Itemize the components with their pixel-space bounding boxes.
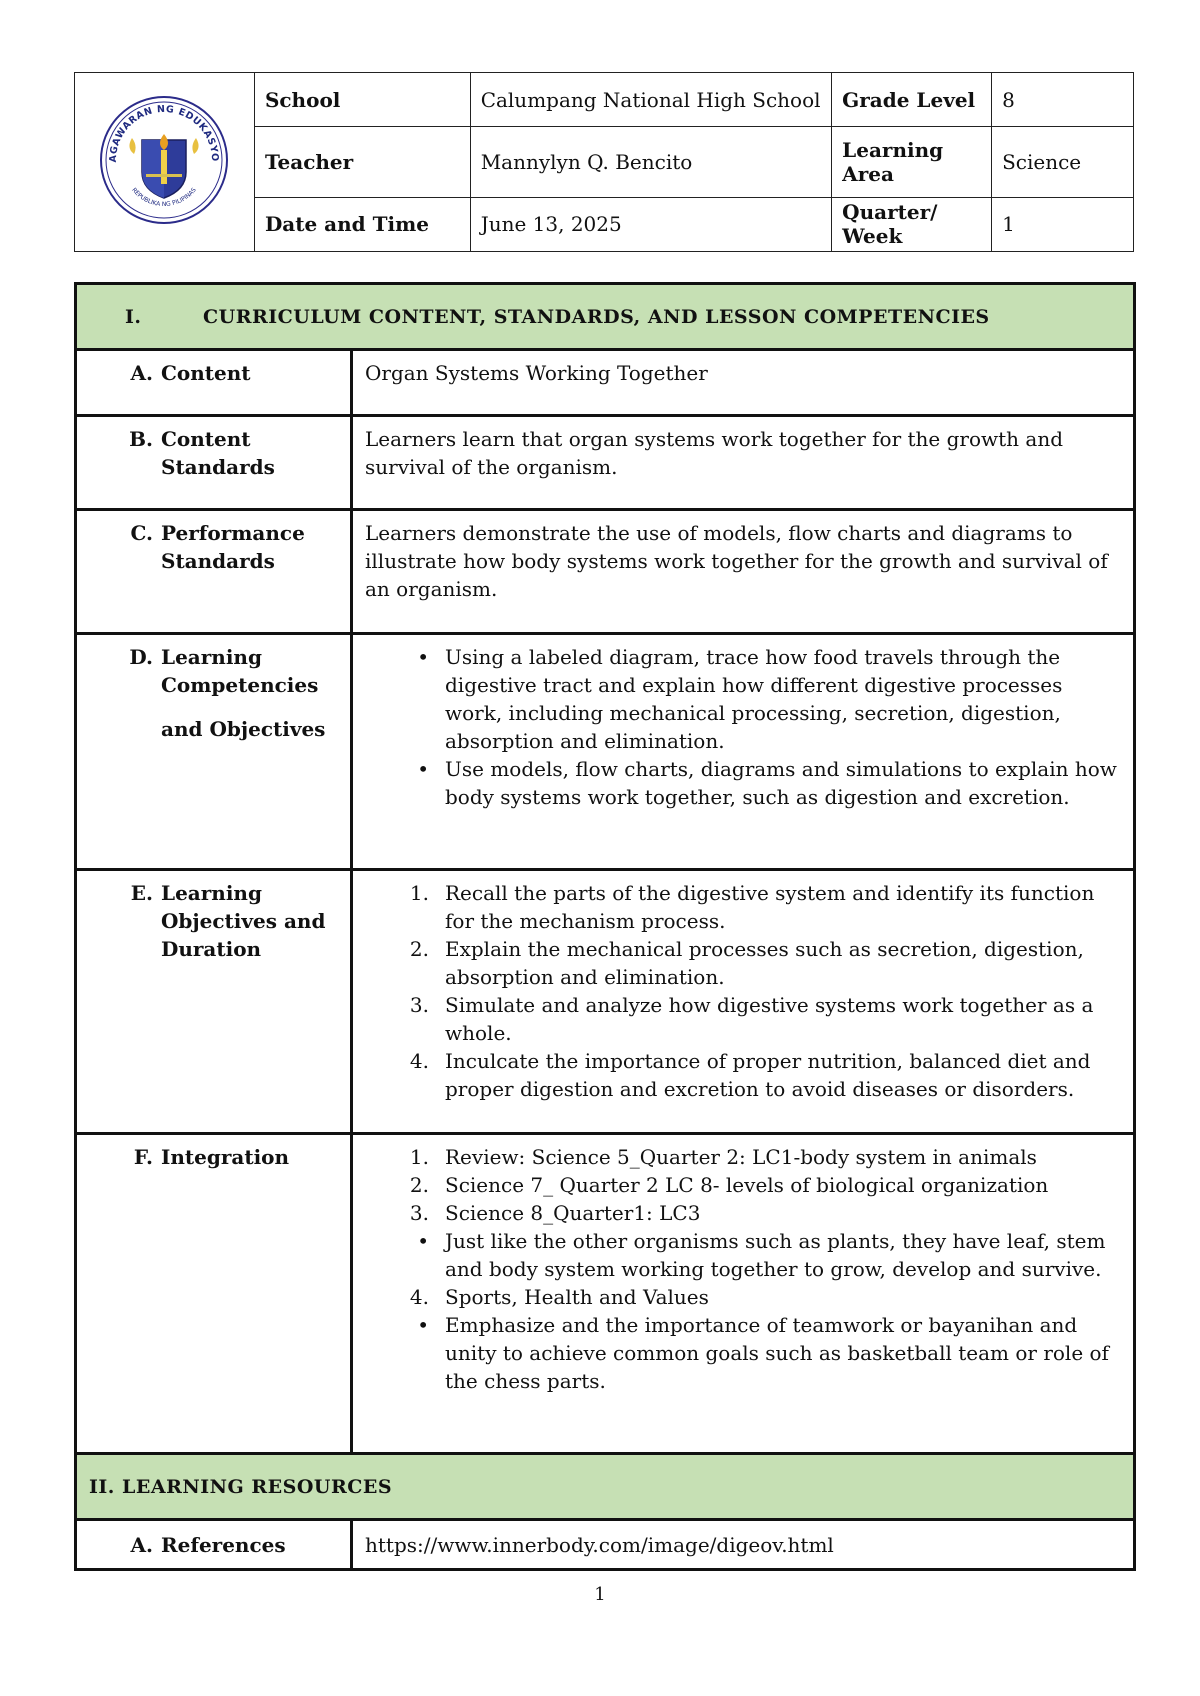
row-e-letter: E. — [130, 881, 153, 905]
row-learning-competencies — [76, 634, 1135, 870]
integration-list — [365, 1143, 1121, 1395]
list-item: 2. Explain the mechanical processes such as secretion, digestion, absorption and elimination. — [409, 937, 1084, 989]
row-d-letter: D. — [129, 645, 153, 669]
section-2-title: II. LEARNING RESOURCES — [76, 1454, 1135, 1520]
date-time-value: June 13, 2025 — [470, 197, 831, 251]
row-learning-objectives — [76, 870, 1135, 1134]
lesson-plan-table — [74, 282, 1136, 1571]
content-standards-value: Learners learn that organ systems work together for the growth and survival of the organism. — [352, 416, 1135, 510]
row-ref-letter: A. — [130, 1532, 153, 1557]
performance-standards-value: Learners demonstrate the use of models, flow charts and diagrams to illustrate how body systems work together for the growth and survival of an organism. — [352, 510, 1135, 634]
list-item: • Emphasize and the importance of teamwork or bayanihan and unity to achieve common goals such as basketball team or role of the chess parts. — [417, 1313, 1109, 1393]
performance-standards-label: Performance Standards — [161, 521, 305, 573]
school-value: Calumpang National High School — [470, 73, 831, 127]
objectives-list — [365, 879, 1121, 1103]
references-link[interactable]: https://www.innerbody.com/image/digeov.html — [352, 1520, 1135, 1570]
list-item: • Use models, flow charts, diagrams and simulations to explain how body systems work together, such as digestion and excretion. — [417, 757, 1117, 809]
integration-label: Integration — [161, 1145, 290, 1169]
row-content — [76, 350, 1135, 416]
section-1-header — [76, 284, 1135, 350]
row-c-letter: C. — [130, 521, 153, 545]
teacher-value: Mannylyn Q. Bencito — [470, 127, 831, 197]
list-item: • Just like the other organisms such as plants, they have leaf, stem and body system working together to grow, develop and survive. — [417, 1229, 1106, 1281]
row-a-letter: A. — [130, 361, 153, 385]
row-integration — [76, 1134, 1135, 1454]
school-label: School — [254, 73, 470, 127]
references-label: References — [161, 1532, 286, 1557]
svg-text:REPUBLIKA NG PILIPINAS: REPUBLIKA NG PILIPINAS — [130, 186, 199, 208]
quarter-week-label: Quarter/ Week — [832, 197, 992, 251]
learning-competencies-label: Learning Competencies — [161, 645, 319, 697]
list-item: 4. Inculcate the importance of proper nutrition, balanced diet and proper digestion and excretion to avoid diseases or disorders. — [409, 1049, 1091, 1101]
row-references — [76, 1520, 1135, 1570]
row-content-standards — [76, 416, 1135, 510]
list-item: 3. Science 8_Quarter1: LC3 — [409, 1201, 701, 1225]
content-standards-label: Content Standards — [161, 427, 275, 479]
quarter-week-value: 1 — [992, 197, 1134, 251]
header-table — [74, 72, 1134, 252]
svg-text:KAGAWARAN NG EDUKASYON: AGAWARAN NG EDUKASYO — [108, 103, 221, 163]
learning-objectives-label: Learning Objectives and Duration — [161, 881, 326, 961]
page-number: 1 — [594, 1584, 606, 1605]
date-time-label: Date and Time — [254, 197, 470, 251]
list-item: • Using a labeled diagram, trace how food travels through the digestive tract and explain how different digestive processes work, including mechanical processing, secretion, digestion, absorption and elimination. — [417, 645, 1063, 753]
section-2-header — [76, 1454, 1135, 1520]
list-item: 1. Recall the parts of the digestive system and identify its function for the mechanism process. — [409, 881, 1095, 933]
deped-seal-cell — [75, 73, 255, 252]
deped-seal-icon — [98, 94, 230, 226]
content-value: Organ Systems Working Together — [352, 350, 1135, 416]
section-1-number: I. — [125, 305, 142, 328]
list-item: 4. Sports, Health and Values — [409, 1285, 709, 1309]
list-item: 1. Review: Science 5_Quarter 2: LC1-body system in animals — [409, 1145, 1037, 1169]
competencies-list — [365, 643, 1121, 811]
row-f-letter: F. — [133, 1145, 153, 1169]
section-1-title: CURRICULUM CONTENT, STANDARDS, AND LESSON COMPETENCIES — [203, 305, 990, 328]
teacher-label: Teacher — [254, 127, 470, 197]
list-item: 3. Simulate and analyze how digestive systems work together as a whole. — [409, 993, 1094, 1045]
list-item: 2. Science 7_ Quarter 2 LC 8- levels of biological organization — [409, 1173, 1049, 1197]
learning-area-label: Learning Area — [832, 127, 992, 197]
content-label: Content — [161, 361, 251, 385]
learning-area-value: Science — [992, 127, 1134, 197]
row-b-letter: B. — [129, 427, 153, 451]
learning-competencies-label-2: and Objectives — [161, 717, 326, 741]
row-performance-standards — [76, 510, 1135, 634]
grade-level-label: Grade Level — [832, 73, 992, 127]
grade-level-value: 8 — [992, 73, 1134, 127]
